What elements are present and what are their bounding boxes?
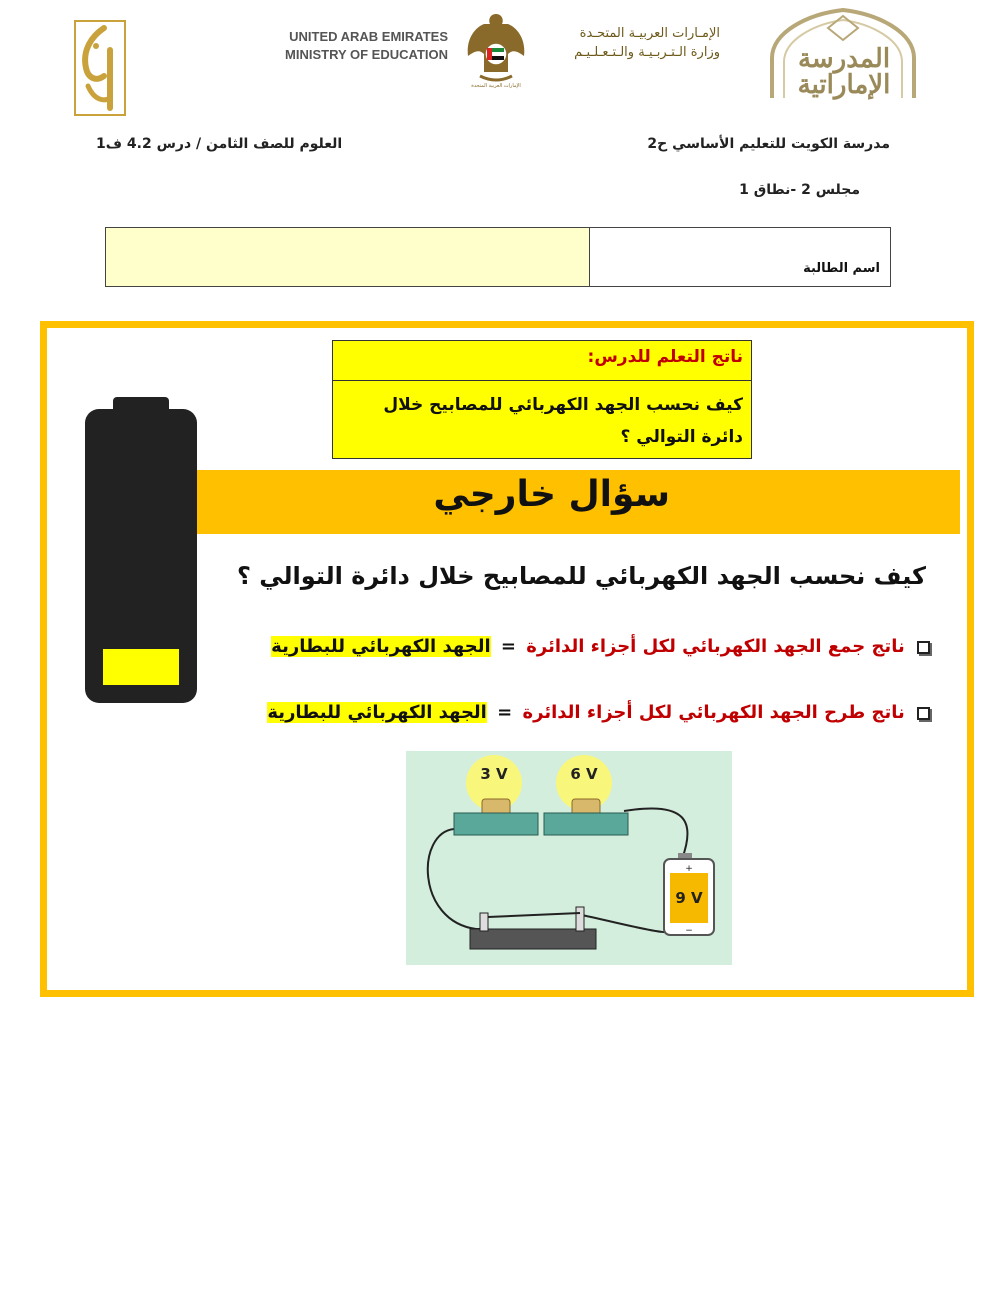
- question-text: كيف نحسب الجهد الكهربائي للمصابيح خلال دائرة التوالي ؟: [236, 562, 926, 590]
- option-1-checkbox[interactable]: [917, 641, 930, 654]
- student-name-table: [105, 227, 891, 287]
- option-1[interactable]: [240, 636, 930, 657]
- learning-outcome-label: ناتج التعلم للدرس:: [333, 341, 751, 381]
- option-1-highlight: الجهد الكهربائي للبطارية: [271, 636, 491, 657]
- option-2-text: ناتج طرح الجهد الكهربائي لكل أجزاء الدائرة: [522, 702, 905, 723]
- uae-ar-line2: وزارة الـتـربـيـة والـتـعـلـيـم: [574, 45, 720, 60]
- option-2[interactable]: [240, 702, 930, 723]
- battery-icon: [85, 397, 197, 703]
- banner-title: سؤال خارجي: [433, 474, 670, 515]
- school-logo-text: [770, 46, 918, 98]
- bulb-2-voltage-label: 6 V: [570, 765, 598, 783]
- subject-lesson: العلوم للصف الثامن / درس 4.2 ف1: [96, 136, 343, 152]
- emblem-caption: الإمارات العربية المتحدة: [471, 83, 521, 89]
- brand-logo-icon: [74, 20, 126, 116]
- uae-ar-line1: الإمـارات العربيـة المتحـدة: [579, 26, 720, 41]
- battery-voltage-label: 9 V: [675, 889, 703, 907]
- option-2-highlight: الجهد الكهربائي للبطارية: [267, 702, 487, 723]
- student-name-input[interactable]: [106, 228, 589, 286]
- battery-plus: +: [685, 864, 693, 874]
- switch-post-right: [576, 907, 584, 931]
- uae-en-line2: MINISTRY OF EDUCATION: [285, 47, 448, 62]
- option-2-checkbox[interactable]: [917, 707, 930, 720]
- ministry-name-arabic: [538, 24, 720, 62]
- battery-minus: −: [685, 926, 693, 936]
- school-logo-line1: المدرسة: [797, 44, 891, 74]
- student-name-label: اسم الطالبة: [589, 228, 890, 286]
- learning-outcome-box: [332, 340, 752, 459]
- learning-outcome-text: كيف نحسب الجهد الكهربائي للمصابيح خلال دائرة التوالي ؟: [383, 395, 743, 447]
- option-1-equals: =: [500, 636, 517, 657]
- bulb-1-holder: [454, 813, 538, 835]
- bulb-1-voltage-label: 3 V: [480, 765, 508, 783]
- school-logo-line2: الإماراتية: [797, 70, 891, 100]
- switch-base: [470, 929, 596, 949]
- option-1-text: ناتج جمع الجهد الكهربائي لكل أجزاء الدائرة: [526, 636, 905, 657]
- school-name: مدرسة الكويت للتعليم الأساسي ح2: [647, 136, 890, 152]
- option-2-equals: =: [497, 702, 513, 723]
- ministry-name-english: [262, 28, 448, 64]
- bulb-2-holder: [544, 813, 628, 835]
- uae-en-line1: UNITED ARAB EMIRATES: [289, 29, 448, 44]
- session-info: مجلس 2 -نطاق 1: [739, 182, 860, 198]
- uae-emblem-icon: [462, 10, 530, 90]
- series-circuit-diagram: [406, 751, 732, 965]
- switch-post-left: [480, 913, 488, 931]
